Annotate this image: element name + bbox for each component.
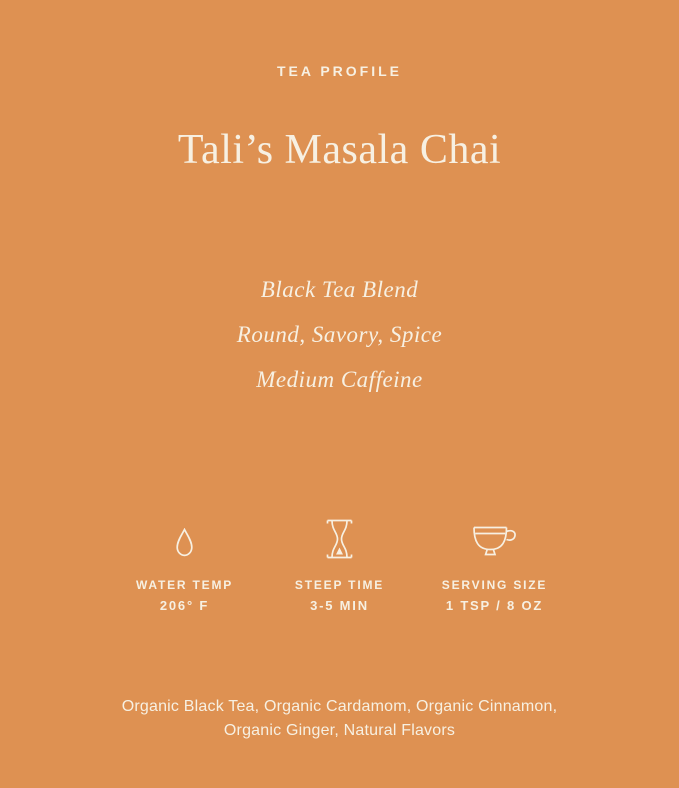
water-drop-icon [174, 514, 195, 560]
spec-value: 3-5 MIN [310, 598, 369, 614]
note-flavor: Round, Savory, Spice [236, 322, 443, 348]
teacup-icon [471, 514, 518, 560]
ingredients-text: Organic Black Tea, Organic Cardamom, Organic Cinnamon, Organic Ginger, Natural Flavors [121, 698, 558, 740]
eyebrow-label: TEA PROFILE [276, 63, 403, 79]
tasting-notes [0, 267, 679, 402]
spec-serving-size [417, 514, 572, 612]
brewing-specs [0, 514, 679, 612]
note-blend: Black Tea Blend [260, 277, 419, 303]
tea-title: Tali’s Masala Chai [177, 127, 502, 173]
spec-label: WATER TEMP [135, 578, 234, 593]
spec-value: 1 TSP / 8 OZ [445, 598, 544, 614]
spec-water-temp [107, 514, 262, 612]
spec-label: SERVING SIZE [441, 578, 548, 593]
spec-steep-time [262, 514, 417, 612]
hourglass-icon [324, 514, 355, 560]
note-caffeine: Medium Caffeine [256, 367, 423, 393]
spec-value: 206° F [159, 598, 210, 614]
spec-label: STEEP TIME [294, 578, 385, 593]
